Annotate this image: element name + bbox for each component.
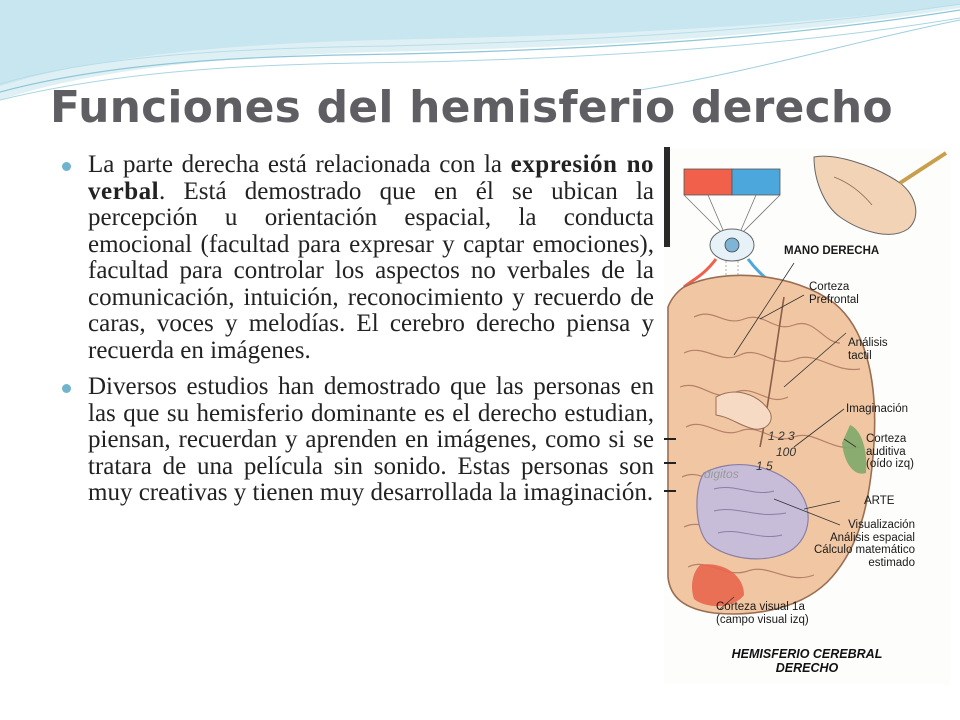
label-corteza-visual: Corteza visual 1a (campo visual izq) [716, 601, 809, 626]
figure-label-digitos: digitos [704, 467, 739, 481]
label-visualizacion: Visualización Análisis espacial Cálculo matemático estimado [814, 519, 915, 569]
bullet-text-before: La parte derecha está relacionada con la [88, 151, 511, 178]
figure-caption: HEMISFERIO CEREBRAL DERECHO [731, 647, 883, 675]
label-corteza-auditiva: Corteza auditiva (oído izq) [866, 433, 914, 470]
bullet-dot-icon [62, 162, 71, 171]
bullet-item [62, 374, 654, 507]
label-analisis-tactil: Análisis tactil [848, 337, 888, 362]
brain-illustration [664, 147, 950, 685]
figure-number-15: 1 5 [756, 459, 773, 473]
bullet-text-bold: expresión no verbal [88, 151, 654, 205]
figure-number-123: 1 2 3 [768, 429, 795, 443]
label-corteza-prefrontal: Corteza Prefrontal [809, 281, 859, 306]
label-mano-derecha: MANO DERECHA [784, 245, 880, 257]
bullet-list [62, 152, 654, 517]
bullet-item [62, 152, 654, 364]
page-title: Funciones del hemisferio derecho [50, 82, 893, 133]
bullet-dot-icon [62, 384, 71, 393]
label-imaginacion: Imaginación [846, 403, 909, 415]
figure-number-100: 100 [776, 445, 797, 459]
bullet-text: Diversos estudios han demostrado que las personas en las que su hemisferio dominante es el derecho estudian, piensan, recuerdan y aprenden en imágenes, como si se tratara de una película sin sonido. Estas personas son muy creativas y tienen muy desarrollada la imaginación. [88, 373, 654, 506]
bullet-text-after: . Está demostrado que en él se ubican la percepción u orientación espacial, la conducta emocional (facultad para expresar y captar emociones), facultad para controlar los aspectos no verbales de la comunicación, intuición, reconocimiento y recuerdo de caras, voces y melodías. El cerebro derecho piensa y recuerda en imágenes. [88, 177, 654, 364]
label-arte: ARTE [864, 495, 895, 507]
